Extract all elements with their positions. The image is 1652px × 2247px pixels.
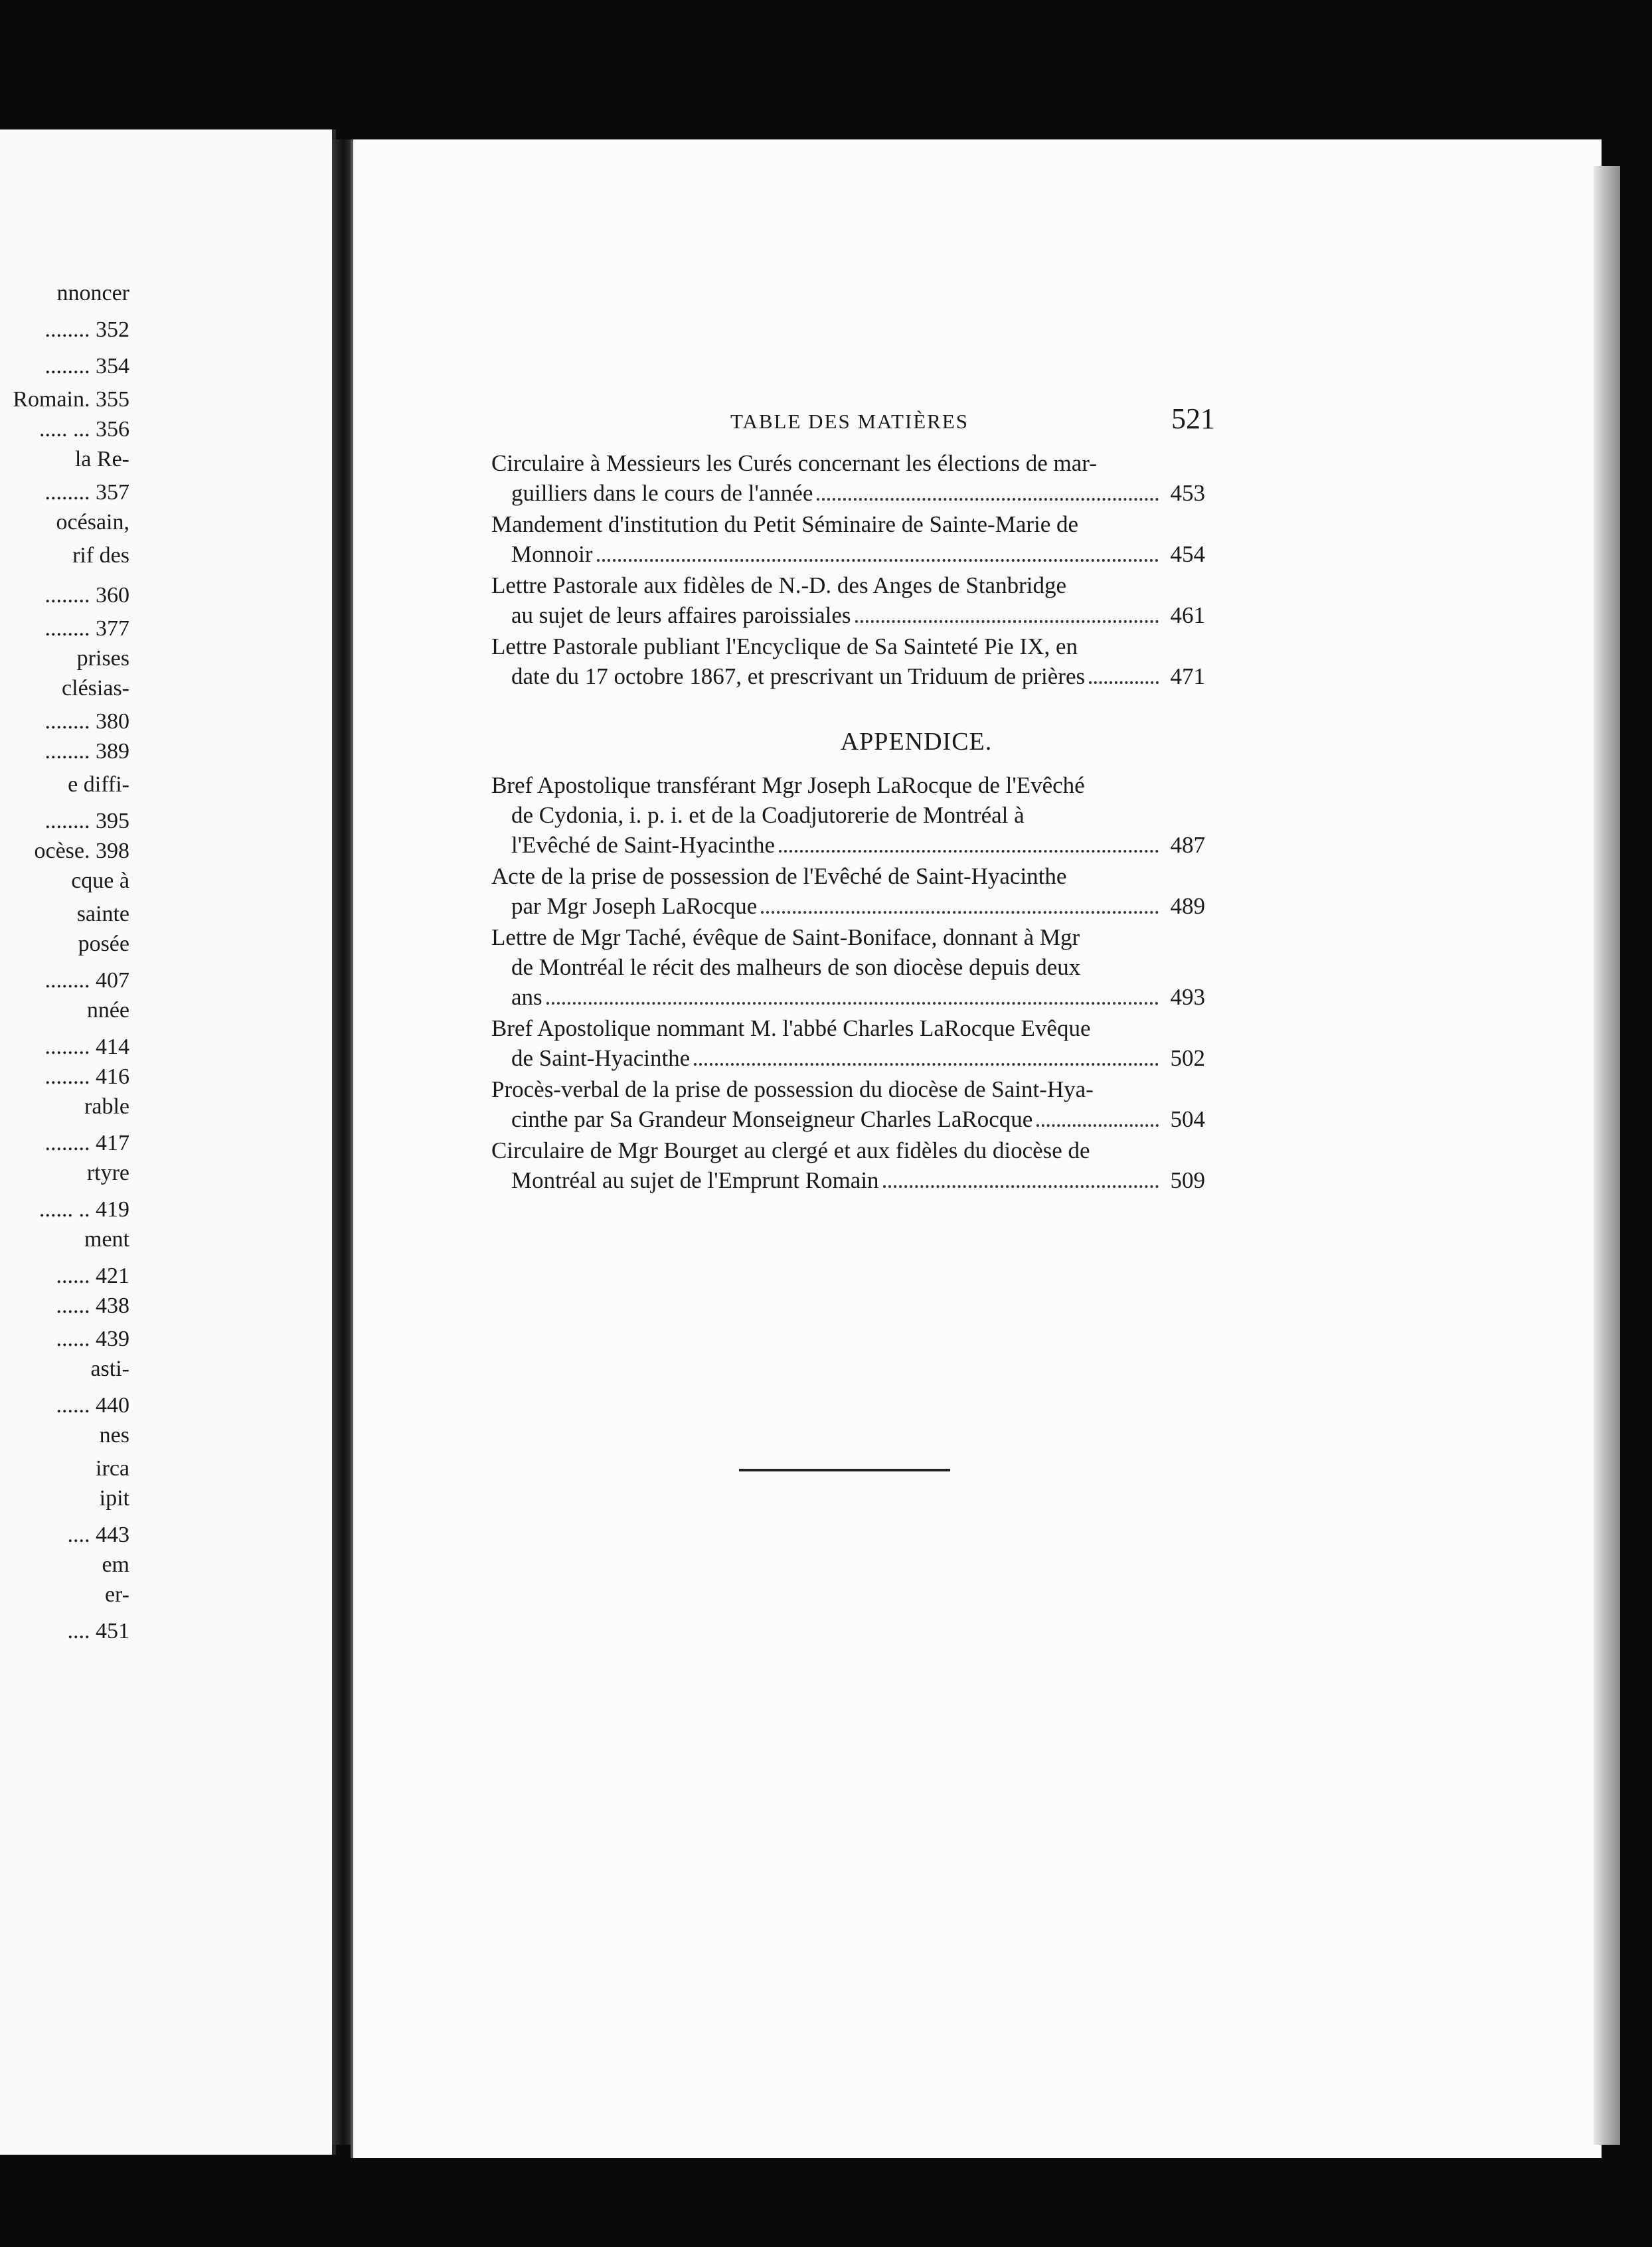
left-page-line: irca (96, 1456, 129, 1481)
left-page-line: ........ 380 (44, 709, 129, 734)
dot-leader (1089, 681, 1159, 684)
left-page-line: ........ 395 (44, 809, 129, 833)
toc-entry (491, 861, 1205, 921)
left-page-line: océsain, (56, 510, 129, 535)
left-page-line: ...... 421 (56, 1264, 129, 1288)
toc-entry (491, 770, 1205, 860)
left-page-line: ........ 352 (44, 317, 129, 342)
left-page-line: ........ 360 (44, 583, 129, 608)
left-page-line: ........ 417 (44, 1131, 129, 1155)
toc-entry-line: de Montréal le récit des malheurs de son diocèse depuis deux (511, 954, 1081, 980)
appendix-entries (491, 770, 1205, 1197)
dot-leader (597, 559, 1159, 562)
toc-page-ref: 454 (1170, 541, 1205, 567)
left-page-line: ...... 439 (56, 1327, 129, 1351)
dot-leader (855, 620, 1159, 623)
left-page-line: .... 451 (67, 1619, 129, 1643)
left-page-line: ........ 377 (44, 616, 129, 641)
left-page-line: ........ 414 (44, 1035, 129, 1059)
dot-leader (546, 1002, 1159, 1005)
toc-entry-line: de Cydonia, i. p. i. et de la Coadjutorerie de Montréal à (511, 802, 1025, 828)
appendix-title: APPENDICE. (840, 728, 993, 756)
left-page-line: ocèse. 398 (34, 839, 129, 863)
left-page-line: sainte (76, 902, 129, 926)
dot-leader (779, 850, 1159, 853)
toc-page-ref: 471 (1170, 663, 1205, 689)
toc-entry-tail: date du 17 octobre 1867, et prescrivant un Triduum de prières (511, 663, 1086, 689)
left-page-line: Romain. 355 (13, 387, 129, 412)
left-page-line: ........ 407 (44, 968, 129, 993)
dot-leader (1036, 1124, 1159, 1127)
toc-entry (491, 448, 1205, 508)
toc-entry-line: Acte de la prise de possession de l'Evêché de Saint-Hyacinthe (491, 863, 1067, 889)
toc-entry-line: Bref Apostolique nommant M. l'abbé Charles LaRocque Evêque (491, 1015, 1091, 1041)
toc-entry-last-line (491, 1165, 1205, 1195)
toc-page-ref: 493 (1170, 984, 1205, 1010)
toc-entry-tail: Montréal au sujet de l'Emprunt Romain (511, 1167, 879, 1193)
toc-page-ref: 461 (1170, 602, 1205, 628)
toc-entry-line: Circulaire à Messieurs les Curés concernant les élections de mar- (491, 450, 1097, 476)
left-page-line: ........ 354 (44, 354, 129, 378)
toc-entry-tail: de Saint-Hyacinthe (511, 1045, 691, 1071)
left-page-line: rable (84, 1094, 129, 1119)
toc-page-ref: 489 (1170, 893, 1205, 919)
left-page-line: .... 443 (67, 1523, 129, 1547)
toc-entry-tail: cinthe par Sa Grandeur Monseigneur Charles LaRocque (511, 1106, 1033, 1132)
left-page-line: ment (84, 1227, 129, 1252)
toc-entry-tail: Monnoir (511, 541, 593, 567)
left-page-line: asti- (90, 1357, 129, 1381)
toc-entry (491, 631, 1205, 691)
left-page-line: ........ 416 (44, 1064, 129, 1089)
toc-entry-last-line (491, 1104, 1205, 1134)
toc-page-ref: 502 (1170, 1045, 1205, 1071)
toc-entry-tail: au sujet de leurs affaires paroissiales (511, 602, 851, 628)
toc-entry-line: Mandement d'institution du Petit Séminaire de Sainte-Marie de (491, 511, 1079, 537)
toc-entry-last-line (491, 1043, 1205, 1073)
left-page-line: ...... .. 419 (39, 1197, 129, 1222)
dot-leader (817, 498, 1159, 501)
dot-leader (883, 1185, 1159, 1188)
toc-entry-last-line (491, 661, 1205, 691)
running-header (730, 402, 1215, 436)
toc-entry-last-line (491, 539, 1205, 569)
left-page-line: rtyre (86, 1161, 129, 1185)
toc-entry-tail: l'Evêché de Saint-Hyacinthe (511, 832, 775, 858)
left-page-line: ..... ... 356 (39, 417, 129, 442)
toc-entry-line: Circulaire de Mgr Bourget au clergé et aux fidèles du diocèse de (491, 1137, 1090, 1163)
toc-page-ref: 504 (1170, 1106, 1205, 1132)
left-page-line: clésias- (62, 676, 129, 701)
toc-entry-line: Bref Apostolique transférant Mgr Joseph LaRocque de l'Evêché (491, 772, 1085, 798)
toc-entry-line: Lettre de Mgr Taché, évêque de Saint-Boniface, donnant à Mgr (491, 924, 1080, 950)
toc-entry-tail: ans (511, 984, 542, 1010)
left-page-line: ........ 357 (44, 480, 129, 505)
book-gutter (332, 139, 351, 2145)
left-page-line: ipit (99, 1486, 129, 1511)
toc-entry-tail: par Mgr Joseph LaRocque (511, 893, 758, 919)
dot-leader (761, 911, 1159, 914)
toc-entry-line: Lettre Pastorale publiant l'Encyclique de Sa Sainteté Pie IX, en (491, 633, 1078, 659)
toc-entry (491, 509, 1205, 569)
page-edge-shadow (1594, 166, 1620, 2145)
left-page-line: nes (99, 1423, 129, 1448)
toc-entry (491, 1135, 1205, 1195)
left-page-line: nnée (86, 998, 129, 1023)
left-page-line: e diffi- (68, 772, 129, 797)
left-page-line: prises (76, 646, 129, 671)
toc-page-ref: 453 (1170, 480, 1205, 506)
toc-entry (491, 1013, 1205, 1073)
left-page-line: posée (78, 932, 129, 956)
toc-entry-last-line (491, 830, 1205, 860)
left-page-line: ...... 440 (56, 1393, 129, 1418)
running-title: TABLE DES MATIÈRES (730, 410, 969, 433)
left-page-line: cque à (71, 869, 129, 893)
left-page-line: ........ 389 (44, 739, 129, 764)
toc-entry-line: Procès-verbal de la prise de possession du diocèse de Saint-Hya- (491, 1076, 1094, 1102)
left-page-line: em (102, 1552, 129, 1577)
left-page-line: ...... 438 (56, 1293, 129, 1318)
toc-entry-last-line (491, 600, 1205, 630)
toc-page-ref: 487 (1170, 832, 1205, 858)
left-page-line: la Re- (74, 447, 129, 471)
toc-entry-line: Lettre Pastorale aux fidèles de N.-D. des Anges de Stanbridge (491, 572, 1066, 598)
toc-entry-last-line (491, 982, 1205, 1012)
end-rule (739, 1469, 950, 1471)
table-of-contents (491, 448, 1205, 693)
page-number: 521 (1171, 402, 1215, 435)
left-page-line: er- (104, 1582, 129, 1607)
toc-entry (491, 1074, 1205, 1134)
toc-entry-tail: guilliers dans le cours de l'année (511, 480, 813, 506)
toc-page-ref: 509 (1170, 1167, 1205, 1193)
toc-entry (491, 922, 1205, 1012)
left-page-line: nnoncer (56, 281, 129, 305)
left-page-line: rif des (72, 543, 129, 568)
toc-entry-last-line (491, 891, 1205, 921)
toc-entry (491, 570, 1205, 630)
dot-leader (694, 1063, 1159, 1066)
toc-entry-last-line (491, 478, 1205, 508)
